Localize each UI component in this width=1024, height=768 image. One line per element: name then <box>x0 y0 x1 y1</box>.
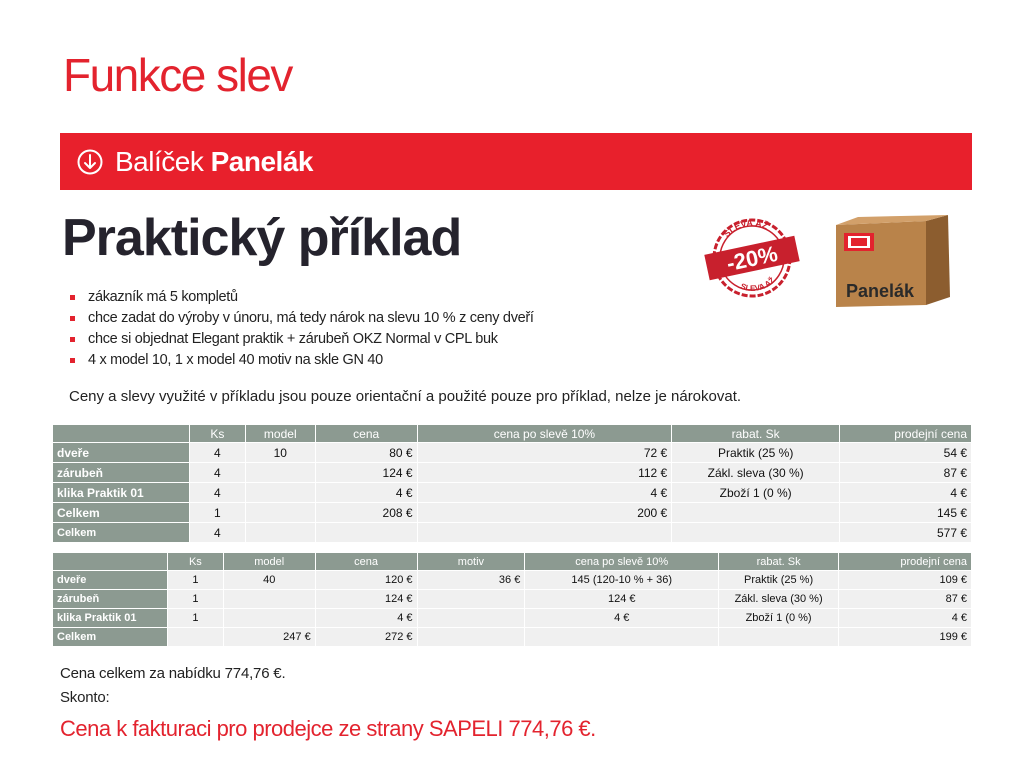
invoice-total-text: Cena k fakturaci pro prodejce ze strany SAPELI 774,76 €. <box>60 716 596 741</box>
table-cell: 87 € <box>840 463 972 483</box>
table-cell <box>223 609 315 628</box>
table-cell: 87 € <box>839 590 972 609</box>
table-cell <box>223 590 315 609</box>
table-cell: 208 € <box>315 503 417 523</box>
banner-bold: Panelák <box>210 145 313 177</box>
table-cell: 1 <box>167 609 223 628</box>
table-cell: 1 <box>167 571 223 590</box>
section-heading: Praktický příklad <box>62 209 462 267</box>
table-header: model <box>223 553 315 571</box>
table-cell: 4 € <box>417 483 672 503</box>
table-header: cena po slevě 10% <box>525 553 719 571</box>
price-table-1 <box>52 425 972 543</box>
total-offer-text: Cena celkem za nabídku 774,76 €. <box>60 665 286 682</box>
table-header <box>53 425 190 443</box>
arrow-down-circle-icon <box>77 149 103 175</box>
disclaimer-note: Ceny a slevy využité v příkladu jsou pouze orientační a použité pouze pro příklad, nelze je nárokovat. <box>69 388 742 405</box>
table-header: cena <box>315 553 417 571</box>
table-cell: 124 € <box>525 590 719 609</box>
table-cell <box>245 503 315 523</box>
row-label: Celkem <box>53 628 168 647</box>
table-cell <box>672 503 840 523</box>
stamp-bottom-text: SLEVA AŽ <box>739 275 777 293</box>
table-cell: 54 € <box>840 443 972 463</box>
bullet-marker <box>70 337 75 342</box>
row-label: Celkem <box>53 523 190 543</box>
list-item <box>68 308 534 329</box>
table-cell: 577 € <box>840 523 972 543</box>
table-cell: 80 € <box>315 443 417 463</box>
table-cell: 145 € <box>840 503 972 523</box>
table-cell <box>417 523 672 543</box>
table-cell: Zboží 1 (0 %) <box>719 609 839 628</box>
svg-text:SLEVA AŽ <box>720 215 772 240</box>
table-cell <box>167 628 223 647</box>
banner-prefix: Balíček <box>115 145 204 177</box>
table-row <box>53 443 972 463</box>
table-cell: 145 (120-10 % + 36) <box>525 571 719 590</box>
row-label: klika Praktik 01 <box>53 609 168 628</box>
list-item <box>68 287 534 308</box>
table-cell <box>245 523 315 543</box>
bullet-text: 4 x model 10, 1 x model 40 motiv na skle GN 40 <box>88 352 383 368</box>
table-cell <box>315 523 417 543</box>
stamp-percent: -20% <box>724 240 780 277</box>
price-table-2 <box>52 553 972 647</box>
package-banner <box>60 133 972 190</box>
table-cell: 1 <box>167 590 223 609</box>
table-cell: 4 € <box>525 609 719 628</box>
table-cell: 4 <box>189 483 245 503</box>
table-cell: 247 € <box>223 628 315 647</box>
table-header: model <box>245 425 315 443</box>
table-row <box>53 523 972 543</box>
table-header: rabat. Sk <box>672 425 840 443</box>
list-item <box>68 350 534 371</box>
table-header-row <box>53 553 972 571</box>
skonto-text: Skonto: <box>60 689 110 706</box>
table-cell: 72 € <box>417 443 672 463</box>
table-cell: 112 € <box>417 463 672 483</box>
row-label: dveře <box>53 571 168 590</box>
table-row <box>53 571 972 590</box>
page-title: Funkce slev <box>63 49 292 101</box>
table-cell: Zákl. sleva (30 %) <box>672 463 840 483</box>
table-cell <box>719 628 839 647</box>
table-row <box>53 503 972 523</box>
table-row <box>53 628 972 647</box>
bullet-text: zákazník má 5 kompletů <box>88 289 238 305</box>
discount-stamp <box>704 215 800 301</box>
table-cell: Zboží 1 (0 %) <box>672 483 840 503</box>
table-cell <box>417 628 525 647</box>
table-cell: 124 € <box>315 590 417 609</box>
table-cell: 40 <box>223 571 315 590</box>
table-cell <box>525 628 719 647</box>
table-cell: 272 € <box>315 628 417 647</box>
table-row <box>53 463 972 483</box>
table-cell: 1 <box>189 503 245 523</box>
table-header: Ks <box>167 553 223 571</box>
table-cell: 4 <box>189 523 245 543</box>
table-cell: 200 € <box>417 503 672 523</box>
table-cell: Praktik (25 %) <box>719 571 839 590</box>
table-header: rabat. Sk <box>719 553 839 571</box>
bullet-marker <box>70 358 75 363</box>
banner-text <box>115 146 313 178</box>
row-label: zárubeň <box>53 590 168 609</box>
table-cell: 10 <box>245 443 315 463</box>
table-header: Ks <box>189 425 245 443</box>
table-row <box>53 590 972 609</box>
table-header <box>53 553 168 571</box>
bullet-text: chce si objednat Elegant praktik + zárubeň OKZ Normal v CPL buk <box>88 331 498 347</box>
table-header: prodejní cena <box>839 553 972 571</box>
table-cell <box>245 463 315 483</box>
table-header: cena <box>315 425 417 443</box>
table-header: cena po slevě 10% <box>417 425 672 443</box>
row-label: klika Praktik 01 <box>53 483 190 503</box>
table-cell <box>245 483 315 503</box>
table-header: motiv <box>417 553 525 571</box>
box-label: Panelák <box>845 281 915 301</box>
row-label: dveře <box>53 443 190 463</box>
list-item <box>68 329 534 350</box>
row-label: zárubeň <box>53 463 190 483</box>
table-cell: 109 € <box>839 571 972 590</box>
table-cell <box>672 523 840 543</box>
bullet-text: chce zadat do výroby v únoru, má tedy nárok na slevu 10 % z ceny dveří <box>88 310 534 326</box>
table-cell: Praktik (25 %) <box>672 443 840 463</box>
table-cell <box>417 609 525 628</box>
table-cell: 4 € <box>315 483 417 503</box>
table-row <box>53 483 972 503</box>
table-cell: 4 <box>189 463 245 483</box>
table-cell: 199 € <box>839 628 972 647</box>
package-box-image <box>832 213 954 309</box>
table-cell: 36 € <box>417 571 525 590</box>
table-cell: 120 € <box>315 571 417 590</box>
row-label: Celkem <box>53 503 190 523</box>
stamp-top-text: SLEVA AŽ <box>721 217 770 240</box>
table-row <box>53 609 972 628</box>
table-cell: 4 € <box>839 609 972 628</box>
table-cell: 4 € <box>840 483 972 503</box>
bullet-list <box>68 287 534 371</box>
bullet-marker <box>70 295 75 300</box>
table-cell: 124 € <box>315 463 417 483</box>
table-header-row <box>53 425 972 443</box>
table-cell: Zákl. sleva (30 %) <box>719 590 839 609</box>
table-cell: 4 € <box>315 609 417 628</box>
svg-text:SLEVA AŽ <box>738 275 778 297</box>
table-header: prodejní cena <box>840 425 972 443</box>
bullet-marker <box>70 316 75 321</box>
table-cell <box>417 590 525 609</box>
table-cell: 4 <box>189 443 245 463</box>
